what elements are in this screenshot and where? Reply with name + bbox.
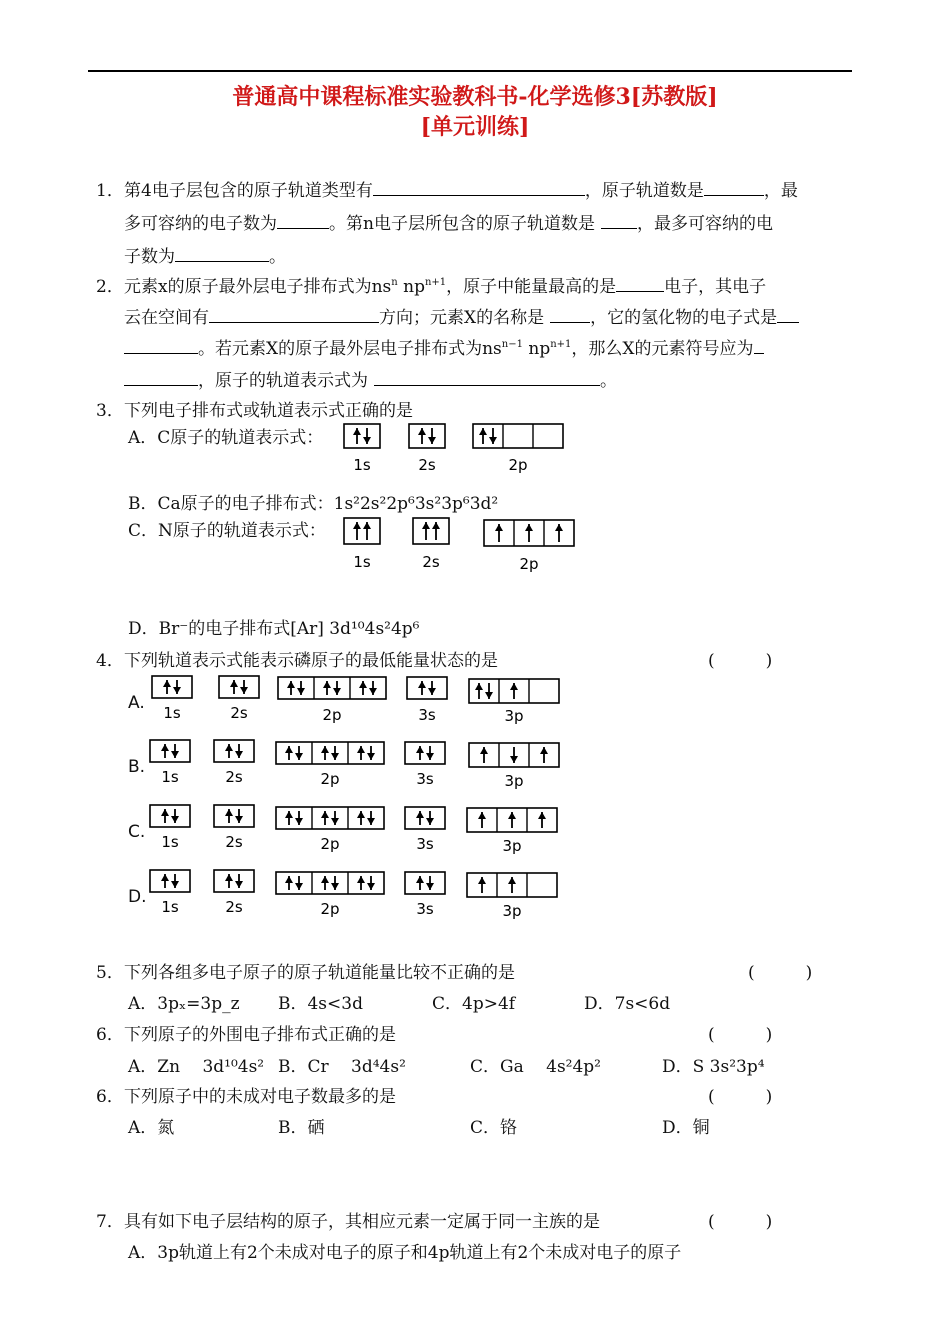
q5-option-b[interactable]: B．4s<3d: [278, 994, 363, 1014]
q3-number: 3．: [96, 401, 124, 421]
q4a-box-2s: [219, 676, 259, 698]
q4b-label-3p: 3p: [504, 772, 524, 790]
q4a-box-3s: [407, 677, 447, 699]
q4a-electron-arrow: [173, 680, 181, 694]
q3c-electron-arrow: [495, 524, 503, 542]
q3a-electron-arrow: [489, 428, 497, 444]
q3a-box-2p: [473, 424, 563, 448]
q4a-label-1s: 1s: [163, 704, 181, 722]
q4d-box-1s: [150, 870, 190, 892]
q4a-electron-arrow: [297, 681, 305, 695]
q3-option-a: A．C原子的轨道表示式：: [128, 428, 324, 448]
q4b-electron-arrow: [171, 744, 179, 758]
q3c-electron-arrow: [422, 522, 430, 540]
q4c-label-3s: 3s: [416, 835, 434, 853]
q3-option-c: C．N原子的轨道表示式：: [128, 521, 326, 541]
q4d-label-1s: 1s: [161, 898, 179, 916]
q3c-electron-arrow: [353, 522, 361, 540]
q4b-electron-arrow: [295, 746, 303, 760]
q4c-electron-arrow: [426, 811, 434, 825]
q4a-electron-arrow: [418, 681, 426, 695]
q3c-box-1s: [344, 518, 380, 544]
q4b-electron-arrow: [426, 746, 434, 760]
q4c-electron-arrow: [478, 812, 486, 828]
q6a-option-c[interactable]: C．Ga 4s²4p²: [470, 1057, 601, 1077]
q1-line1: 第4电子层包含的原子轨道类型有 ，原子轨道数是 ，最: [124, 176, 798, 201]
q7-number: 7．: [96, 1212, 124, 1232]
q6b-option-d[interactable]: D．铜: [662, 1118, 710, 1138]
q4b-label-2p: 2p: [320, 770, 340, 788]
q4d-electron-arrow: [331, 876, 339, 890]
q4d-electron-arrow: [295, 876, 303, 890]
q6b-option-c[interactable]: C．铬: [470, 1118, 518, 1138]
q4a-box-1s: [152, 676, 192, 698]
q4d-electron-arrow: [508, 877, 516, 893]
q4c-box-1s: [150, 805, 190, 827]
q4d-electron-arrow: [225, 874, 233, 888]
q4-answer-paren[interactable]: ( ): [708, 651, 773, 671]
q4c-electron-arrow: [295, 811, 303, 825]
q1-line3: 子数为 。: [124, 242, 286, 267]
q4-option-c-label[interactable]: C.: [128, 822, 146, 842]
q4b-label-2s: 2s: [225, 768, 243, 786]
q4d-electron-arrow: [478, 877, 486, 893]
q7-answer-paren[interactable]: ( ): [708, 1212, 773, 1232]
q5-answer-paren[interactable]: ( ): [748, 963, 813, 983]
q4c-label-1s: 1s: [161, 833, 179, 851]
q4b-label-1s: 1s: [161, 768, 179, 786]
q4-option-a-label[interactable]: A.: [128, 693, 145, 713]
q1-number: 1．: [96, 181, 124, 201]
q3a-label-2p: 2p: [508, 456, 528, 474]
q4d-electron-arrow: [285, 876, 293, 890]
q3c-electron-arrow: [525, 524, 533, 542]
q4d-electron-arrow: [367, 876, 375, 890]
q3-stem: 下列电子排布式或轨道表示式正确的是: [124, 401, 413, 421]
q4a-electron-arrow: [333, 681, 341, 695]
q3c-label-2p: 2p: [519, 555, 539, 573]
q6b-option-b[interactable]: B．硒: [278, 1118, 325, 1138]
q4b-box-3s: [405, 742, 445, 764]
q4d-box-3s: [405, 872, 445, 894]
q4d-label-2s: 2s: [225, 898, 243, 916]
q3c-electron-arrow: [363, 522, 371, 540]
q2-line1: 元素x的原子最外层电子排布式为$ns^n$ $np^{n+1}$，原子中能量最高的是 电子，其电子: [124, 272, 766, 297]
q4b-box-1s: [150, 740, 190, 762]
q3a-label-2s: 2s: [418, 456, 436, 474]
q4d-label-2p: 2p: [320, 900, 340, 918]
q4a-electron-arrow: [475, 683, 483, 699]
q4a-electron-arrow: [323, 681, 331, 695]
q4a-electron-arrow: [163, 680, 171, 694]
q2-line4: ，原子的轨道表示式为 。: [124, 366, 617, 391]
q4c-label-2p: 2p: [320, 835, 340, 853]
q5-option-a[interactable]: A．3pₓ=3p_z: [128, 994, 240, 1014]
q4a-electron-arrow: [485, 683, 493, 699]
q4-number: 4．: [96, 651, 124, 671]
q4b-box-2s: [214, 740, 254, 762]
q3a-electron-arrow: [418, 428, 426, 444]
q4c-electron-arrow: [508, 812, 516, 828]
q4b-electron-arrow: [480, 747, 488, 763]
q4c-electron-arrow: [538, 812, 546, 828]
q4a-electron-arrow: [359, 681, 367, 695]
q3a-electron-arrow: [353, 428, 361, 444]
q4a-electron-arrow: [510, 683, 518, 699]
q3c-electron-arrow: [432, 522, 440, 540]
q3-option-b: B．Ca原子的电子排布式：1s²2s²2p⁶3s²3p⁶3d²: [128, 494, 499, 514]
q4b-electron-arrow: [321, 746, 329, 760]
q4-option-d-label[interactable]: D.: [128, 887, 147, 907]
q4d-electron-arrow: [321, 876, 329, 890]
q4b-electron-arrow: [225, 744, 233, 758]
q4c-box-2s: [214, 805, 254, 827]
q5-option-d[interactable]: D．7s<6d: [584, 994, 671, 1014]
q4d-label-3p: 3p: [502, 902, 522, 920]
q4c-label-3p: 3p: [502, 837, 522, 855]
q4c-electron-arrow: [331, 811, 339, 825]
q6a-number: 6．: [96, 1025, 124, 1045]
q2-line2: 云在空间有 方向；元素X的名称是 ，它的氢化物的电子式是: [124, 303, 799, 328]
q4a-electron-arrow: [240, 680, 248, 694]
q4d-box-2s: [214, 870, 254, 892]
q6a-stem: 下列原子的外围电子排布式正确的是: [124, 1025, 396, 1045]
q4b-electron-arrow: [331, 746, 339, 760]
q4b-electron-arrow: [540, 747, 548, 763]
q4d-electron-arrow: [426, 876, 434, 890]
q6b-stem: 下列原子中的未成对电子数最多的是: [124, 1087, 396, 1107]
q4c-label-2s: 2s: [225, 833, 243, 851]
q4b-electron-arrow: [357, 746, 365, 760]
q4b-electron-arrow: [161, 744, 169, 758]
q5-stem: 下列各组多电子原子的原子轨道能量比较不正确的是: [124, 963, 515, 983]
q3a-electron-arrow: [363, 428, 371, 444]
q4c-electron-arrow: [367, 811, 375, 825]
q2-line3: 。若元素X的原子最外层电子排布式为$ns^{n-1}$ $np^{n+1}$，那么X的元素符号应为: [124, 334, 764, 359]
q3a-label-1s: 1s: [353, 456, 371, 474]
q6b-option-a[interactable]: A．氮: [128, 1118, 175, 1138]
q4a-electron-arrow: [428, 681, 436, 695]
q4c-electron-arrow: [171, 809, 179, 823]
q1-line2: 多可容纳的电子数为 。第n电子层所包含的原子轨道数是 ，最多可容纳的电: [124, 209, 773, 234]
q4d-electron-arrow: [235, 874, 243, 888]
q3a-electron-arrow: [428, 428, 436, 444]
q4d-label-3s: 3s: [416, 900, 434, 918]
q5-option-c[interactable]: C．4p>4f: [432, 994, 516, 1014]
q3c-electron-arrow: [555, 524, 563, 542]
q4c-electron-arrow: [416, 811, 424, 825]
q4c-electron-arrow: [285, 811, 293, 825]
q5-number: 5．: [96, 963, 124, 983]
q4c-electron-arrow: [161, 809, 169, 823]
q4c-electron-arrow: [235, 809, 243, 823]
q4c-electron-arrow: [225, 809, 233, 823]
q4a-label-2s: 2s: [230, 704, 248, 722]
q4-stem: 下列轨道表示式能表示磷原子的最低能量状态的是: [124, 651, 498, 671]
q4b-electron-arrow: [235, 744, 243, 758]
q4d-electron-arrow: [416, 876, 424, 890]
q4-option-b-label[interactable]: B.: [128, 757, 146, 777]
q3a-box-1s: [344, 424, 380, 448]
q3a-electron-arrow: [479, 428, 487, 444]
q4b-electron-arrow: [510, 747, 518, 763]
page-subtitle: [单元训练]: [420, 114, 530, 140]
q6a-option-d[interactable]: D．S 3s²3p⁴: [662, 1057, 765, 1077]
q3c-label-2s: 2s: [422, 553, 440, 571]
q4b-electron-arrow: [416, 746, 424, 760]
q6a-option-b[interactable]: B．Cr 3d⁴4s²: [278, 1057, 406, 1077]
q4d-electron-arrow: [171, 874, 179, 888]
q4c-electron-arrow: [357, 811, 365, 825]
q4c-electron-arrow: [321, 811, 329, 825]
q7-option-a[interactable]: A．3p轨道上有2个未成对电子的原子和4p轨道上有2个未成对电子的原子: [128, 1243, 682, 1263]
q4b-electron-arrow: [367, 746, 375, 760]
q3a-box-2s: [409, 424, 445, 448]
page-title: 普通高中课程标准实验教科书-化学选修3[苏教版]: [232, 84, 718, 110]
q4a-electron-arrow: [369, 681, 377, 695]
q3c-box-2s: [413, 518, 449, 544]
q4b-label-3s: 3s: [416, 770, 434, 788]
q4a-label-3p: 3p: [504, 707, 524, 725]
q6b-number: 6．: [96, 1087, 124, 1107]
q4a-label-3s: 3s: [418, 706, 436, 724]
q4d-electron-arrow: [161, 874, 169, 888]
q3c-label-1s: 1s: [353, 553, 371, 571]
q4a-electron-arrow: [287, 681, 295, 695]
q4b-electron-arrow: [285, 746, 293, 760]
q4d-electron-arrow: [357, 876, 365, 890]
q6b-answer-paren[interactable]: ( ): [708, 1087, 773, 1107]
q4a-electron-arrow: [230, 680, 238, 694]
q7-stem: 具有如下电子层结构的原子，其相应元素一定属于同一主族的是: [124, 1212, 600, 1232]
q4c-box-3s: [405, 807, 445, 829]
q6a-option-a[interactable]: A．Zn 3d¹⁰4s²: [128, 1057, 265, 1077]
q3-option-d: D．Br⁻的电子排布式[Ar] 3d¹⁰4s²4p⁶: [128, 619, 420, 639]
q4a-label-2p: 2p: [322, 706, 342, 724]
q2-number: 2．: [96, 277, 124, 297]
q6a-answer-paren[interactable]: ( ): [708, 1025, 773, 1045]
